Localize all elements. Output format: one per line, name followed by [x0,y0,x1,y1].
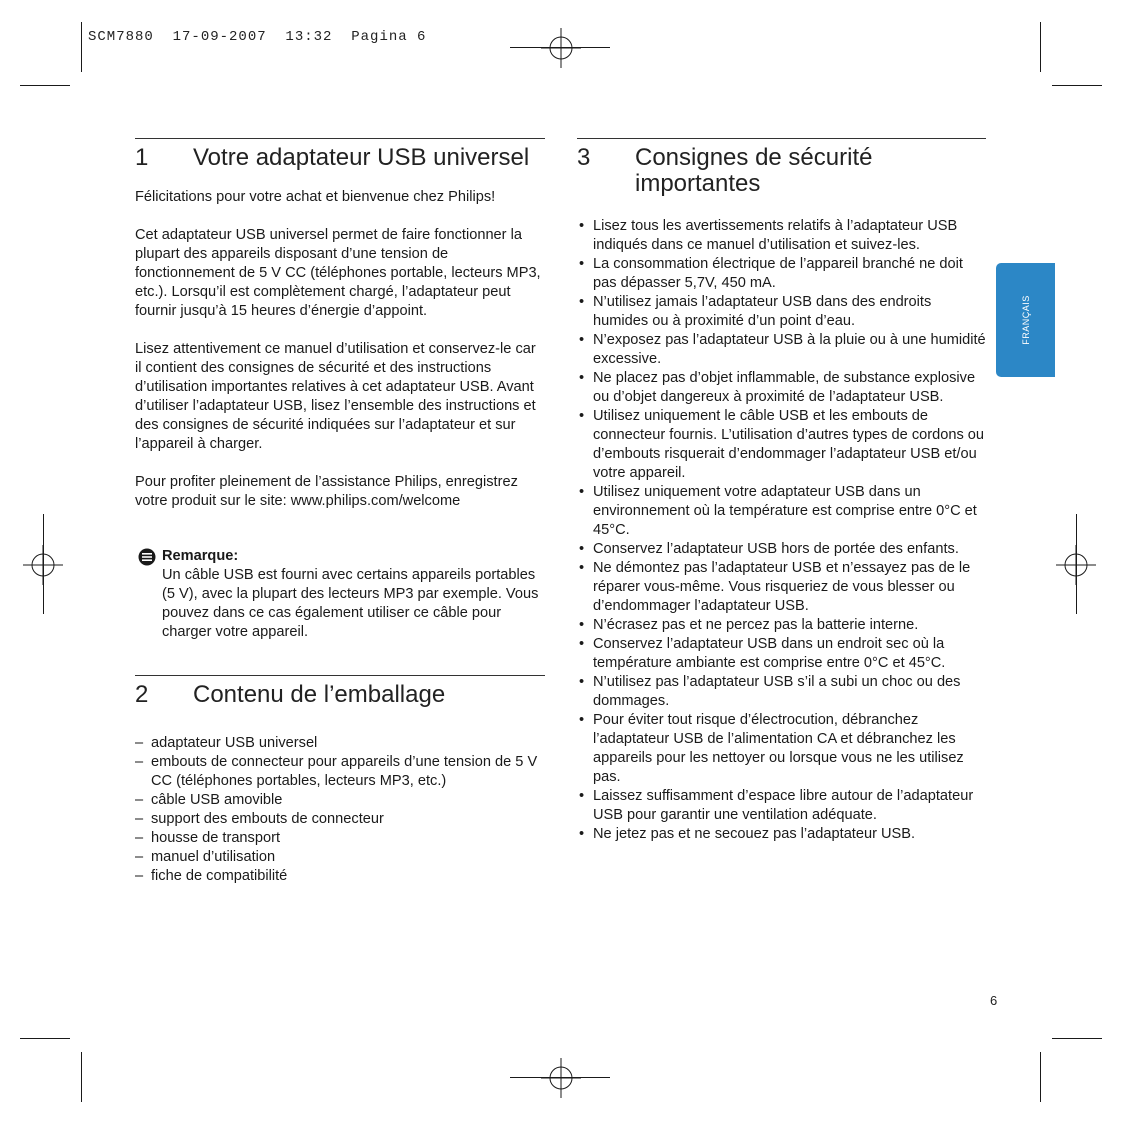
paragraph: Lisez attentivement ce manuel d’utilisation et conservez-le car il contient des consignes de sécurité et des instructions d’utilisation importantes relatives à cet adaptateur USB. Avant d’utiliser l’adaptateur USB, lisez l’ensemble des instructions et des consignes de sécurité indiquées sur l’adaptateur et sur l’appareil à charger. [135,341,536,452]
list-item: • Lisez tous les avertissements relatifs à l’adaptateur USB indiqués dans ce manuel d’utilisation et suivez-les. [577,217,986,255]
list-item: • N’utilisez jamais l’adaptateur USB dans des endroits humides ou à proximité d’un point d’eau. [577,293,986,331]
paragraph: Pour profiter pleinement de l’assistance Philips, enregistrez votre produit sur le site: www.philips.com/welcome [135,474,518,509]
paragraph: Félicitations pour votre achat et bienvenue chez Philips! [135,189,496,205]
section-3 [577,138,986,844]
list-item: – câble USB amovible [135,791,545,810]
section-title: Consignes de sécurité importantes [635,144,873,197]
registration-line [43,514,44,614]
note-title: Remarque: [162,548,239,564]
package-contents-list [135,734,545,886]
crop-mark [81,1052,82,1102]
right-column [577,138,986,844]
crop-mark [81,22,82,72]
section-1-heading [135,139,545,171]
crop-mark [1040,1052,1041,1102]
section-number: 2 [135,681,149,708]
list-item: – adaptateur USB universel [135,734,545,753]
registration-line [1076,514,1077,614]
list-item: – fiche de compatibilité [135,867,545,886]
language-label: FRANÇAIS [1020,295,1031,345]
registration-line [510,1077,610,1078]
crop-mark [1052,1038,1102,1039]
language-tab [996,263,1055,377]
list-item: • Utilisez uniquement le câble USB et les embouts de connecteur fournis. L’utilisation d’autres types de cordons ou d’embouts risquerait d’endommager l’adaptateur USB et/ou votre appareil. [577,407,986,483]
note-text: Un câble USB est fourni avec certains appareils portables (5 V), avec la plupart des lecteurs MP3 par exemple. Vous pouvez dans ce cas également utiliser ce câble pour charger votre appareil. [162,567,539,640]
section-number: 1 [135,144,149,171]
registration-mark-icon [541,28,581,68]
registration-mark-icon [541,1058,581,1098]
crop-mark [20,85,70,86]
list-item: – embouts de connecteur pour appareils d’une tension de 5 V CC (téléphones portables, lecteurs MP3, etc.) [135,753,545,791]
list-item: • Utilisez uniquement votre adaptateur USB dans un environnement où la température est comprise entre 0°C et 45°C. [577,483,986,540]
section-1 [135,138,545,642]
section-2-heading [135,676,545,708]
safety-instructions-list [577,217,986,844]
list-item: • Pour éviter tout risque d’électrocution, débranchez l’adaptateur USB de l’alimentation CA et débranchez les appareils pour les nettoyer ou lorsque vous ne les utilisez pas. [577,711,986,787]
section-3-heading [577,139,986,197]
section-number: 3 [577,144,591,171]
section-title: Votre adaptateur USB universel [193,144,530,171]
list-item: • Ne placez pas d’objet inflammable, de substance explosive ou d’objet dangereux à proximité de l’adaptateur USB. [577,369,986,407]
crop-mark [20,1038,70,1039]
print-slug: SCM7880 17-09-2007 13:32 Pagina 6 [88,29,427,45]
list-item: • Laissez suffisamment d’espace libre autour de l’adaptateur USB pour garantir une ventilation adéquate. [577,787,986,825]
list-item: • Conservez l’adaptateur USB hors de portée des enfants. [577,540,986,559]
section-2 [135,675,545,886]
note-box [135,547,545,642]
crop-mark [1040,22,1041,72]
list-item: • Ne jetez pas et ne secouez pas l’adaptateur USB. [577,825,986,844]
registration-line [510,47,610,48]
left-column [135,138,545,886]
list-item: • Ne démontez pas l’adaptateur USB et n’essayez pas de le réparer vous-même. Vous risqueriez de vous blesser ou d’endommager l’adaptateur USB. [577,559,986,616]
note-icon [138,548,156,566]
crop-mark [1052,85,1102,86]
section-title: Contenu de l’emballage [193,681,446,708]
list-item: – support des embouts de connecteur [135,810,545,829]
list-item: • N’écrasez pas et ne percez pas la batterie interne. [577,616,986,635]
list-item: • La consommation électrique de l’appareil branché ne doit pas dépasser 5,7V, 450 mA. [577,255,986,293]
list-item: • N’exposez pas l’adaptateur USB à la pluie ou à une humidité excessive. [577,331,986,369]
list-item: – manuel d’utilisation [135,848,545,867]
list-item: – housse de transport [135,829,545,848]
paragraph: Cet adaptateur USB universel permet de faire fonctionner la plupart des appareils disposant d’une tension de fonctionnement de 5 V CC (téléphones portable, lecteurs MP3, etc.). Lorsqu’il est complètement chargé, l’adaptateur peut fournir jusqu’à 15 heures d’énergie d’appoint. [135,227,541,319]
page-number: 6 [990,993,998,1008]
list-item: • N’utilisez pas l’adaptateur USB s’il a subi un choc ou des dommages. [577,673,986,711]
list-item: • Conservez l’adaptateur USB dans un endroit sec où la température ambiante est comprise entre 0°C et 45°C. [577,635,986,673]
